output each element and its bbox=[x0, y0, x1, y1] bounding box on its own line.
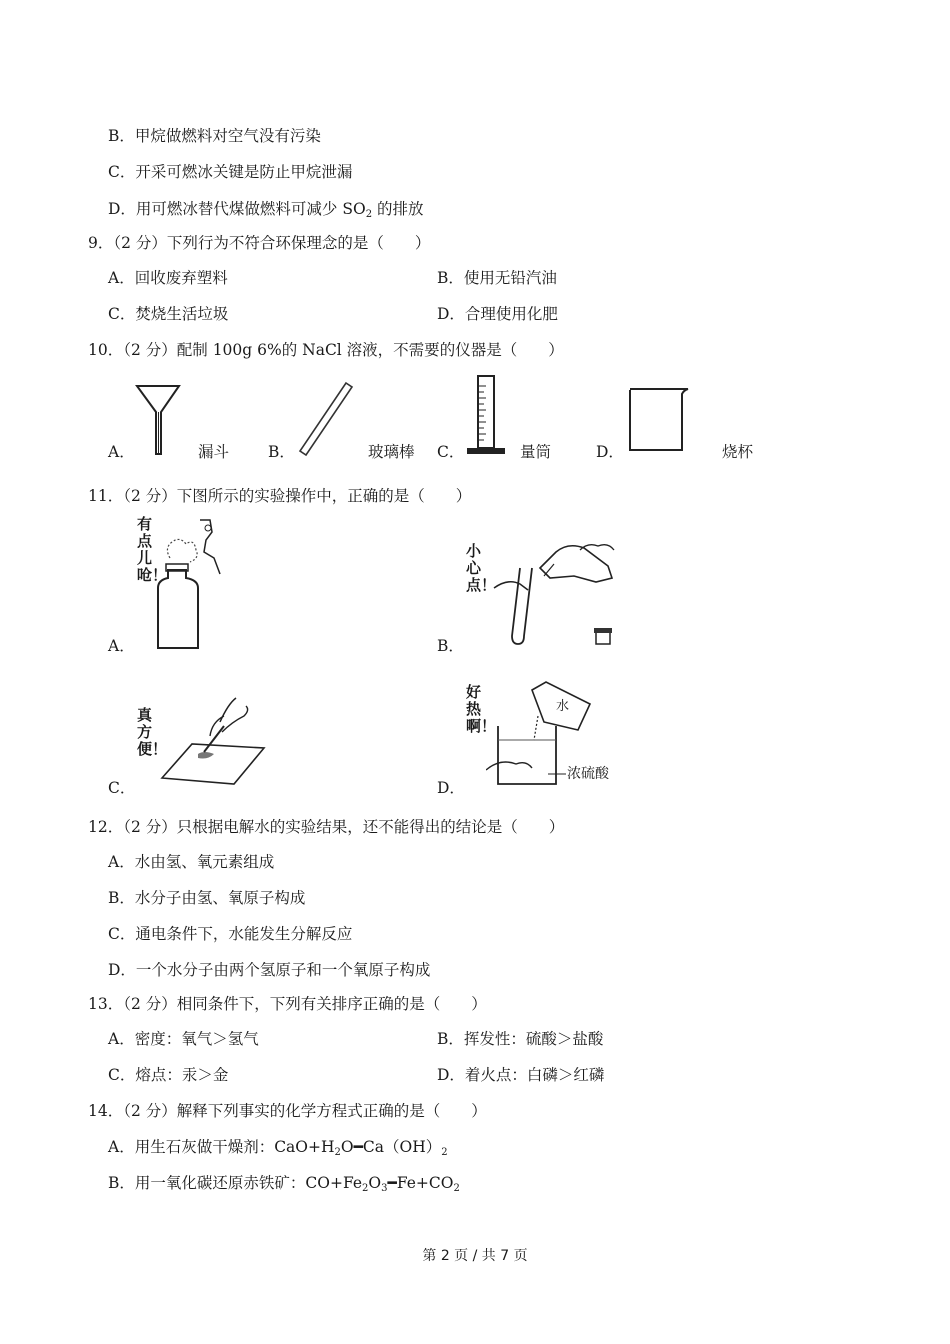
q11-option-c-letter: C． bbox=[108, 779, 136, 797]
beaker-icon bbox=[626, 386, 690, 456]
q13-option-a: A．密度：氧气＞氢气 bbox=[108, 1030, 259, 1048]
q9-stem: 9．（2 分）下列行为不符合环保理念的是（ ） bbox=[88, 234, 431, 252]
q8-option-b: B．甲烷做燃料对空气没有污染 bbox=[108, 127, 321, 145]
q12-stem: 12．（2 分）只根据电解水的实验结果，还不能得出的结论是（ ） bbox=[88, 818, 565, 836]
q11-option-d-acid-label: 浓硫酸 bbox=[567, 766, 609, 782]
q11-option-a-letter: A． bbox=[108, 637, 135, 655]
q11-option-d-water-label: 水 bbox=[556, 699, 570, 714]
q10-option-d-label: 烧杯 bbox=[722, 443, 754, 461]
q12-option-b: B．水分子由氢、氧原子构成 bbox=[108, 889, 306, 907]
q9-option-b: B．使用无铅汽油 bbox=[437, 269, 557, 287]
q13-option-c: C．熔点：汞＞金 bbox=[108, 1066, 229, 1084]
q13-option-d: D．着火点：白磷＞红磷 bbox=[437, 1066, 605, 1084]
glass-rod-icon bbox=[296, 380, 356, 458]
q10-stem: 10．（2 分）配制 100g 6%的 NaCl 溶液，不需要的仪器是（ ） bbox=[88, 341, 564, 359]
page-footer: 第 2 页 / 共 7 页 bbox=[422, 1248, 528, 1264]
q13-stem: 13．（2 分）相同条件下，下列有关排序正确的是（ ） bbox=[88, 995, 487, 1013]
q8-option-c: C．开采可燃冰关键是防止甲烷泄漏 bbox=[108, 163, 353, 181]
gas-bottle-smelling-figure bbox=[150, 518, 230, 652]
q11-option-c-note: 真方便！ bbox=[137, 706, 168, 758]
q10-option-b-label: 玻璃棒 bbox=[368, 443, 415, 461]
pouring-liquid-figure bbox=[484, 528, 624, 652]
q12-option-d: D．一个水分子由两个氢原子和一个氧原子构成 bbox=[108, 961, 431, 979]
q10-option-a-label: 漏斗 bbox=[198, 443, 230, 461]
q9-option-a: A．回收废弃塑料 bbox=[108, 269, 228, 287]
q9-option-c: C．焚烧生活垃圾 bbox=[108, 305, 229, 323]
q11-option-b-note: 小心点！ bbox=[466, 542, 497, 594]
q10-option-c-letter: C． bbox=[437, 443, 465, 461]
q12-option-a: A．水由氢、氧元素组成 bbox=[108, 853, 275, 871]
q11-option-d-letter: D． bbox=[437, 779, 465, 797]
q10-option-d-letter: D． bbox=[596, 443, 624, 461]
q14-option-b: B．用一氧化碳还原赤铁矿：$CO+Fe_2O_3━Fe+CO_2$ bbox=[108, 1174, 460, 1194]
q10-option-c-label: 量筒 bbox=[520, 443, 552, 461]
ph-paper-dropper-figure bbox=[158, 692, 268, 786]
q14-option-a: A．用生石灰做干燥剂：$CaO+H_2O━Ca(OH)_2$ bbox=[108, 1138, 448, 1158]
q10-option-b-letter: B． bbox=[268, 443, 295, 461]
q11-option-b-letter: B． bbox=[437, 637, 464, 655]
q9-option-d: D．合理使用化肥 bbox=[437, 305, 558, 323]
q14-stem: 14．（2 分）解释下列事实的化学方程式正确的是（ ） bbox=[88, 1102, 487, 1120]
q11-option-d-note: 好热啊！ bbox=[466, 683, 497, 735]
q8-option-d: D．用可燃冰替代煤做燃料可减少 $SO_2$ 的排放 bbox=[108, 200, 424, 220]
funnel-icon bbox=[134, 382, 184, 456]
graduated-cylinder-icon bbox=[464, 374, 508, 458]
q11-option-a-note: 有点儿呛！ bbox=[137, 515, 168, 584]
q10-option-a-letter: A． bbox=[108, 443, 135, 461]
q11-stem: 11．（2 分）下图所示的实验操作中，正确的是（ ） bbox=[88, 487, 472, 505]
q12-option-c: C．通电条件下，水能发生分解反应 bbox=[108, 925, 353, 943]
q13-option-b: B．挥发性：硫酸＞盐酸 bbox=[437, 1030, 604, 1048]
